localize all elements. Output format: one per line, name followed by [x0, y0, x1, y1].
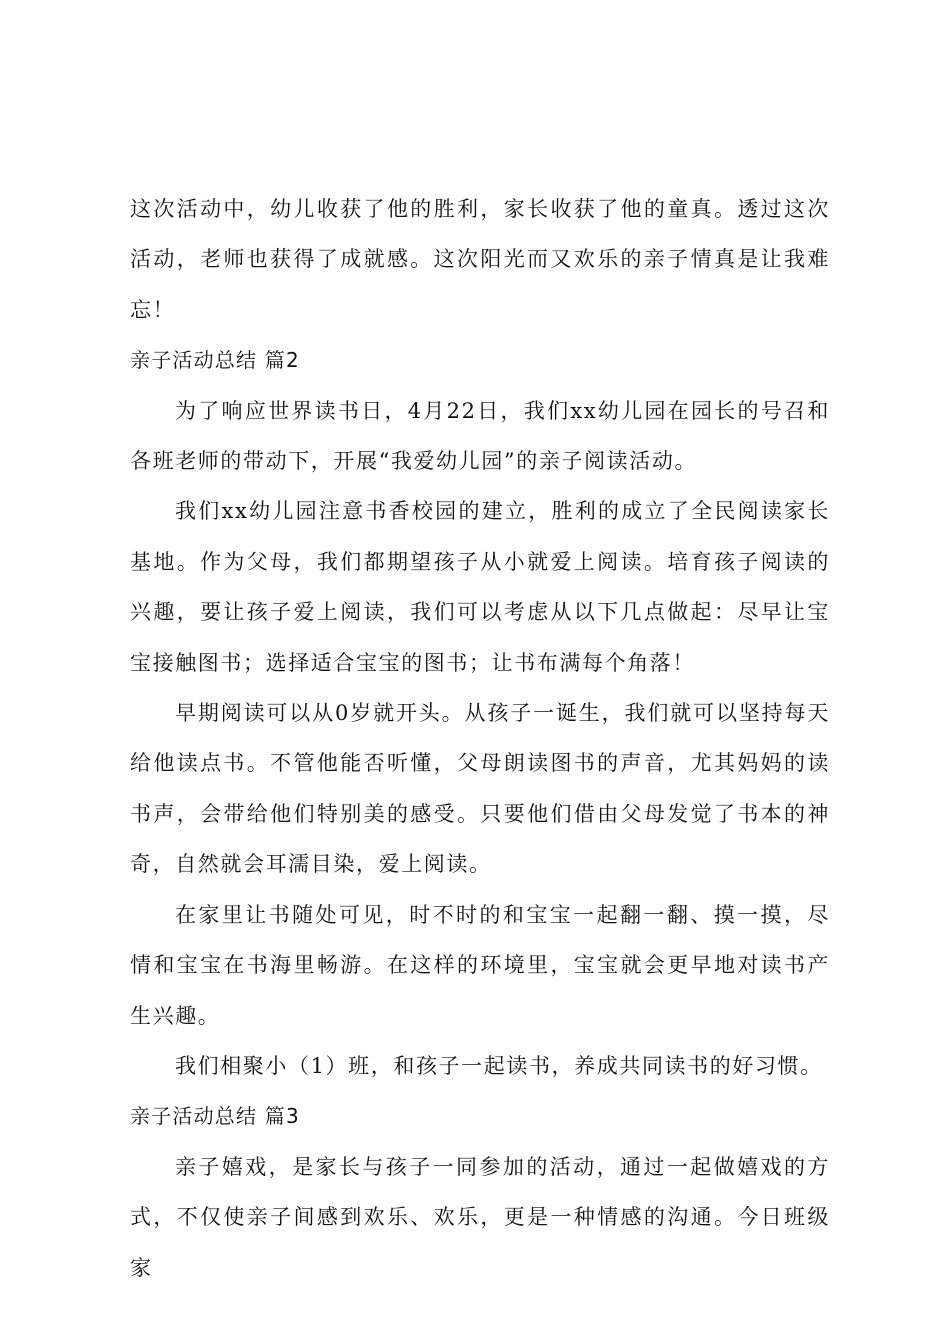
paragraph-class-reading: 我们相聚小（1）班，和孩子一起读书，养成共同读书的好习惯。 [175, 1053, 823, 1078]
document-body [130, 184, 830, 1293]
paragraph-activity-conclusion: 这次活动中，幼儿收获了他的胜利，家长收获了他的童真。透过这次活动，老师也获得了成就感。这次阳光而又欢乐的亲子情真是让我难忘！ [130, 197, 830, 322]
section-heading-part-3: 亲子活动总结 篇3 [130, 1104, 300, 1129]
paragraph-reading-day: 为了响应世界读书日，4月22日，我们xx幼儿园在园长的号召和各班老师的带动下，开展“我爱幼儿园”的亲子阅读活动。 [130, 398, 830, 474]
paragraph-parent-child-games: 亲子嬉戏，是家长与孩子一同参加的活动，通过一起做嬉戏的方式，不仅使亲子间感到欢乐、欢乐，更是一种情感的沟通。今日班级家 [130, 1154, 830, 1280]
paragraph-books-at-home: 在家里让书随处可见，时不时的和宝宝一起翻一翻、摸一摸，尽情和宝宝在书海里畅游。在这样的环境里，宝宝就会更早地对读书产生兴趣。 [130, 902, 830, 1028]
paragraph-early-reading: 早期阅读可以从0岁就开头。从孩子一诞生，我们就可以坚持每天给他读点书。不管他能否听懂，父母朗读图书的声音，尤其妈妈的读书声，会带给他们特别美的感受。只要他们借由父母发觉了书本的神奇，自然就会耳濡目染，爱上阅读。 [130, 701, 830, 877]
paragraph-reading-base: 我们xx幼儿园注意书香校园的建立，胜利的成立了全民阅读家长基地。作为父母，我们都期望孩子从小就爱上阅读。培育孩子阅读的兴趣，要让孩子爱上阅读，我们可以考虑从以下几点做起：尽早让宝宝接触图书；选择适合宝宝的图书；让书布满每个角落！ [130, 499, 830, 675]
section-heading-part-2: 亲子活动总结 篇2 [130, 348, 300, 373]
